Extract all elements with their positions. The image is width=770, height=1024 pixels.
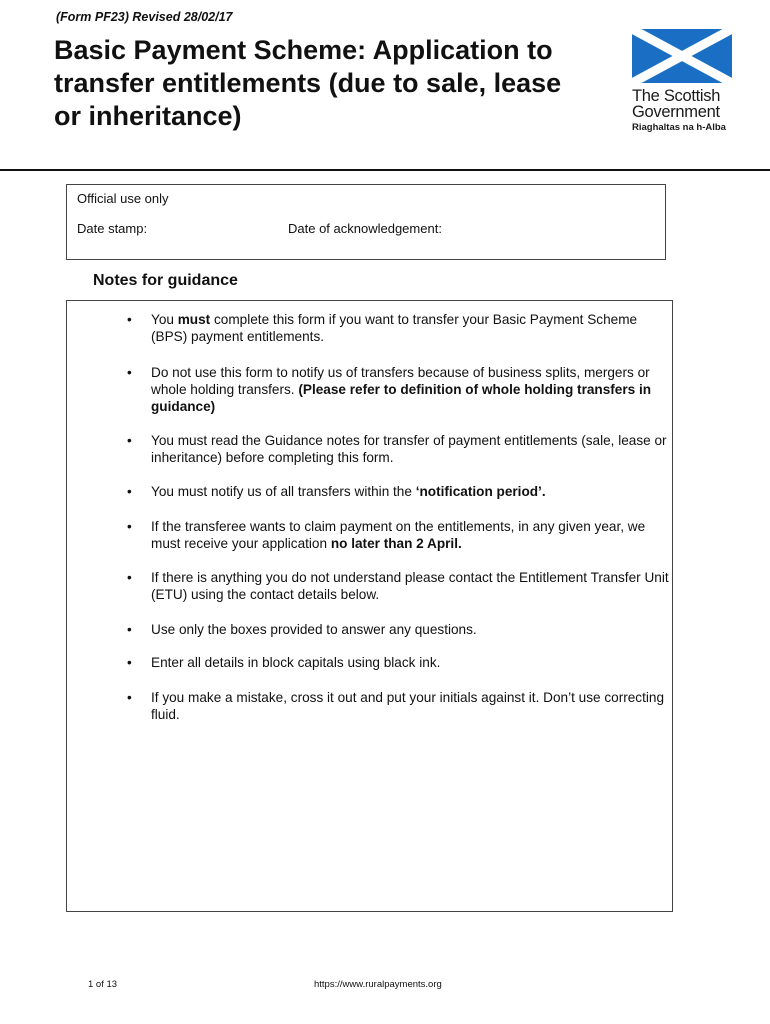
logo-text-line1: The Scottish [632,87,721,105]
bullet-marker: • [127,690,132,705]
scottish-government-logo [632,29,736,133]
guidance-text: If you make a mistake, cross it out and put your initials against it. Don’t use correcting fluid. [151,690,665,722]
bullet-marker: • [127,655,132,670]
guidance-text: Do not use this form to notify us of transfers because of business splits, mergers or whole holding transfers. (Please refer to definition of whole holding transfers in guidance) [151,365,652,414]
page-number: 1 of 13 [88,979,118,990]
date-acknowledgement-label: Date of acknowledgement: [288,221,442,236]
guidance-text: Enter all details in block capitals using black ink. [151,655,441,670]
bullet-marker: • [127,570,132,585]
bullet-marker: • [127,312,132,327]
notes-heading: Notes for guidance [93,272,238,289]
saltire-flag-icon [632,29,732,83]
bullet-marker: • [127,433,132,448]
date-stamp-label: Date stamp: [77,221,148,236]
official-use-label: Official use only [77,191,169,206]
form-reference: (Form PF23) Revised 28/02/17 [56,10,233,24]
bullet-marker: • [127,484,132,499]
bullet-marker: • [127,365,132,380]
guidance-text: You must notify us of all transfers within the ‘notification period’. [151,484,546,499]
logo-gaelic-text: Riaghaltas na h-Alba [632,122,726,133]
page-title: Basic Payment Scheme: Application to transfer entitlements (due to sale, lease or inheritance) [54,35,562,131]
guidance-text: You must read the Guidance notes for transfer of payment entitlements (sale, lease or inheritance) before completing this form. [151,433,667,465]
logo-text-line2: Government [632,103,720,121]
bullet-marker: • [127,519,132,534]
footer-url-link[interactable]: https://www.ruralpayments.org [314,979,442,990]
guidance-text: Use only the boxes provided to answer any questions. [151,622,477,637]
header-divider [0,169,770,171]
guidance-text: If the transferee wants to claim payment on the entitlements, in any given year, we must receive your application no later than 2 April. [151,519,646,551]
official-use-box [66,184,666,260]
guidance-text: You must complete this form if you want to transfer your Basic Payment Scheme (BPS) payment entitlements. [151,312,638,344]
bullet-marker: • [127,622,132,637]
notes-box [66,300,673,912]
guidance-text: If there is anything you do not understand please contact the Entitlement Transfer Unit (ETU) using the contact details below. [151,570,669,602]
